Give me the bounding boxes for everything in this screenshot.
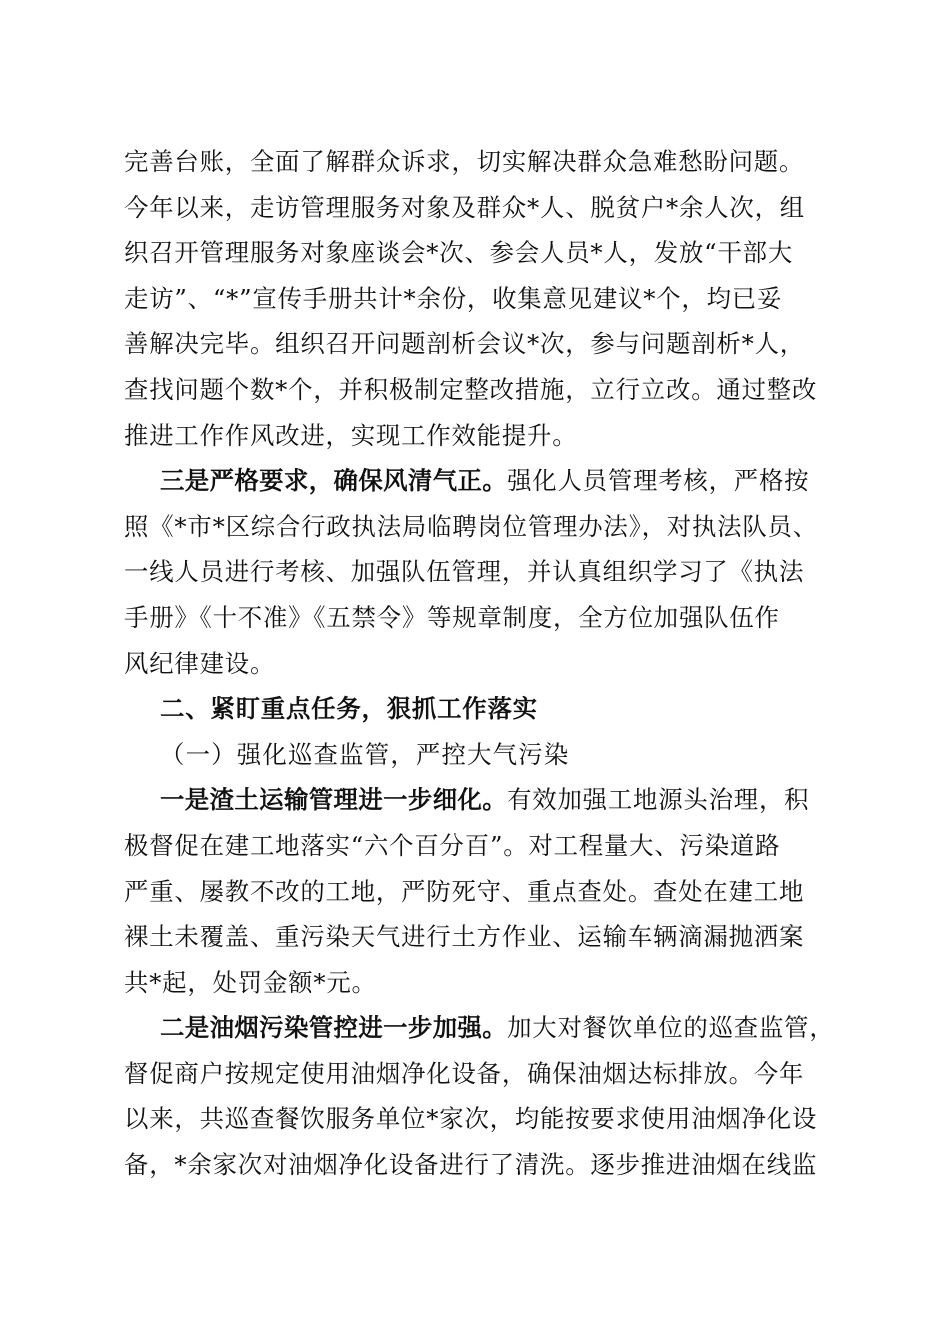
text-line: 走访”、“*”宣传手册共计*余份，收集意见建议*个，均已妥	[124, 283, 783, 313]
text-line: 共*起，处罚金额*元。	[124, 967, 377, 997]
body-text	[124, 139, 836, 1188]
paragraph-start-line	[124, 777, 836, 823]
subsection-heading: （一）强化巡查监管，严控大气污染	[160, 739, 570, 769]
text-line: 手册》《十不准》《五禁令》等规章制度，全方位加强队伍作	[124, 602, 780, 632]
paragraph-text: 加大对餐饮单位的巡查监管，	[507, 1013, 835, 1043]
text-line: 今年以来，走访管理服务对象及群众*人、脱贫户*余人次，组	[124, 192, 805, 222]
section-heading: 二、紧盯重点任务，狠抓工作落实	[160, 694, 538, 724]
text-line: 完善台账，全面了解群众诉求，切实解决群众急难愁盼问题。	[124, 147, 805, 176]
text-line: 善解决完毕。组织召开问题剖析会议*次，参与问题剖析*人，	[124, 329, 805, 359]
paragraph-text: 有效加强工地源头治理，积	[507, 785, 810, 815]
text-line: 备，*余家次对油烟净化设备进行了清洗。逐步推进油烟在线监	[124, 1150, 818, 1180]
text-line: 推进工作作风改进，实现工作效能提升。	[124, 420, 578, 450]
text-line: 织召开管理服务对象座谈会*次、参会人员*人，发放“干部大	[124, 238, 794, 268]
text-line: 一线人员进行考核、加强队伍管理，并认真组织学习了《执法	[124, 557, 805, 587]
text-line: 裸土未覆盖、重污染天气进行土方作业、运输车辆滴漏抛洒案	[124, 922, 805, 952]
paragraph-start-line	[124, 458, 836, 504]
paragraph-lead: 一是渣土运输管理进一步细化。	[160, 785, 508, 815]
paragraph-lead: 二是油烟污染管控进一步加强。	[160, 1013, 508, 1043]
text-line: 风纪律建设。	[124, 648, 276, 678]
text-line: 督促商户按规定使用油烟净化设备，确保油烟达标排放。今年	[124, 1058, 805, 1088]
text-line: 以来，共巡查餐饮服务单位*家次，均能按要求使用油烟净化设	[124, 1104, 818, 1134]
text-line: 严重、屡教不改的工地，严防死守、重点查处。查处在建工地	[124, 876, 805, 906]
paragraph-lead: 三是严格要求，确保风清气正。	[160, 466, 508, 496]
text-line: 照《*市*区综合行政执法局临聘岗位管理办法》，对执法队员、	[124, 511, 818, 541]
text-line: 极督促在建工地落实“六个百分百”。对工程量大、污染道路	[124, 830, 781, 860]
text-line: 查找问题个数*个，并积极制定整改措施，立行立改。通过整改	[124, 374, 818, 404]
paragraph-text: 强化人员管理考核，严格按	[507, 466, 810, 496]
paragraph-start-line	[124, 1005, 836, 1051]
